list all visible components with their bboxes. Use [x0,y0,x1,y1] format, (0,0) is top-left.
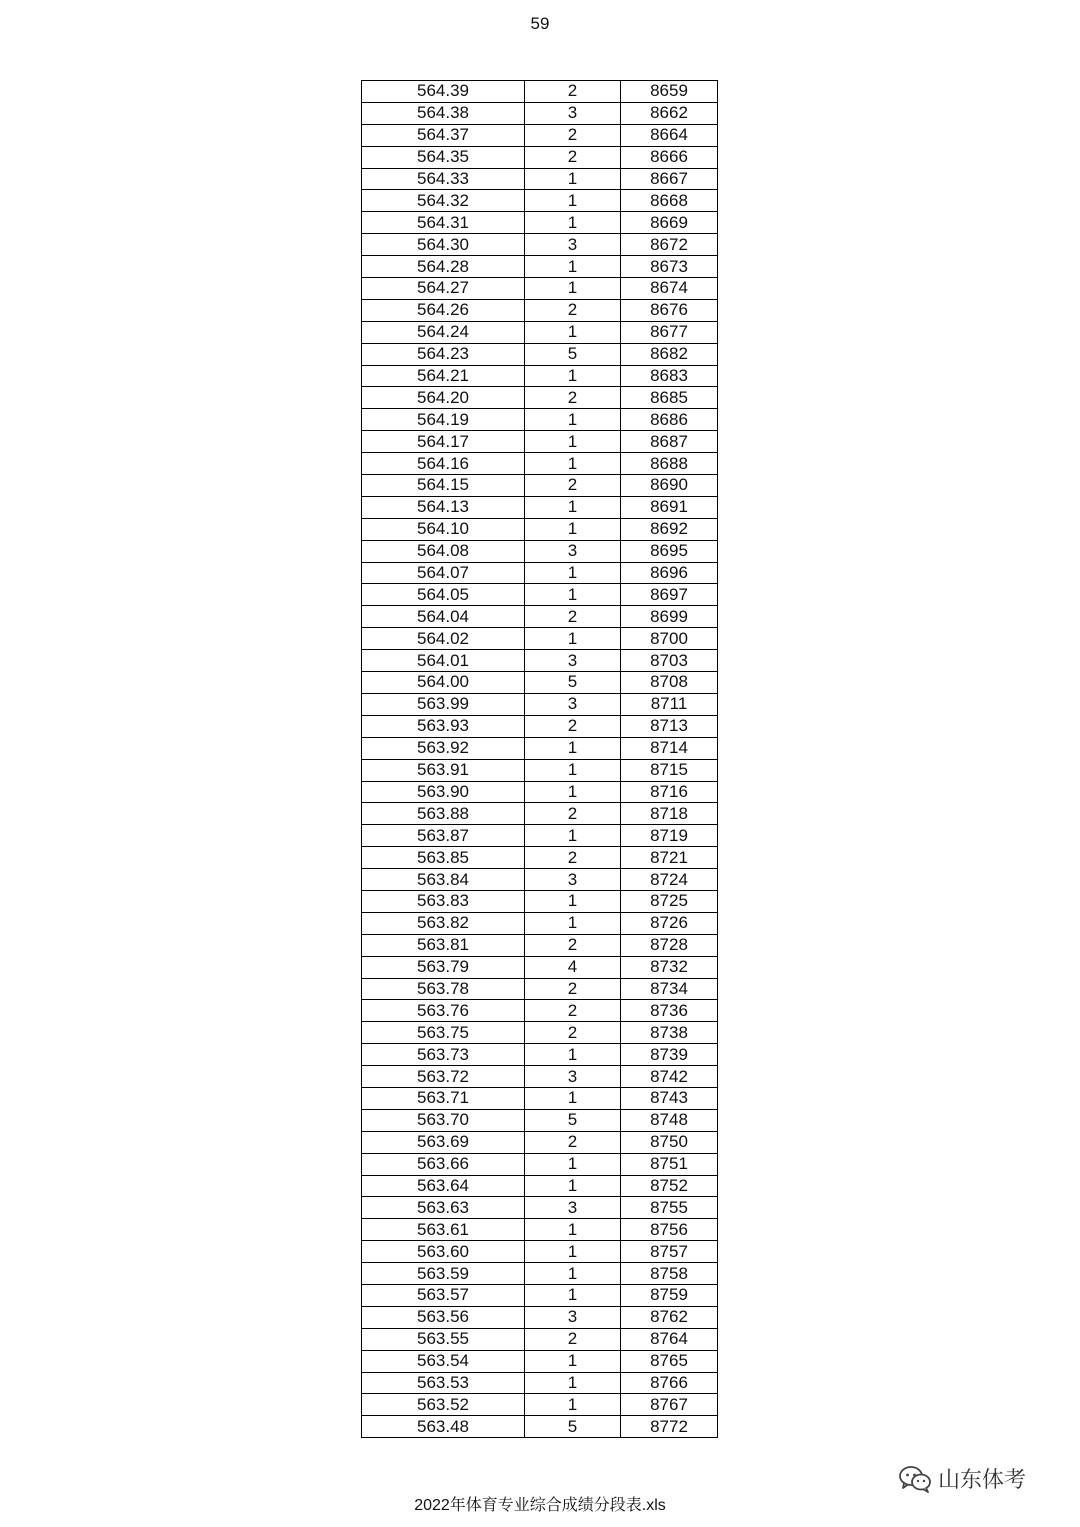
count-cell: 3 [525,1066,621,1088]
cumulative-cell: 8672 [621,234,718,256]
count-cell: 1 [525,1219,621,1241]
table-row [362,212,718,234]
table-row [362,81,718,103]
cumulative-cell: 8714 [621,737,718,759]
count-cell: 3 [525,1197,621,1219]
table-row [362,1372,718,1394]
score-cell: 563.78 [362,978,525,1000]
cumulative-cell: 8711 [621,693,718,715]
table-row [362,781,718,803]
watermark-text: 山东体考 [938,1468,1027,1493]
cumulative-cell: 8686 [621,409,718,431]
count-cell: 2 [525,1022,621,1044]
cumulative-cell: 8664 [621,124,718,146]
cumulative-cell: 8668 [621,190,718,212]
cumulative-cell: 8758 [621,1263,718,1285]
count-cell: 1 [525,890,621,912]
count-cell: 2 [525,934,621,956]
cumulative-cell: 8756 [621,1219,718,1241]
cumulative-cell: 8738 [621,1022,718,1044]
table-row [362,1306,718,1328]
cumulative-cell: 8683 [621,365,718,387]
score-cell: 563.79 [362,956,525,978]
score-cell: 564.21 [362,365,525,387]
table-row [362,672,718,694]
count-cell: 1 [525,1044,621,1066]
score-cell: 563.85 [362,847,525,869]
score-cell: 564.16 [362,453,525,475]
cumulative-cell: 8659 [621,81,718,103]
score-cell: 563.91 [362,759,525,781]
count-cell: 1 [525,825,621,847]
table-row [362,453,718,475]
count-cell: 1 [525,1394,621,1416]
cumulative-cell: 8734 [621,978,718,1000]
cumulative-cell: 8718 [621,803,718,825]
count-cell: 1 [525,1350,621,1372]
score-cell: 564.28 [362,256,525,278]
score-cell: 563.72 [362,1066,525,1088]
score-cell: 563.73 [362,1044,525,1066]
score-cell: 563.63 [362,1197,525,1219]
count-cell: 3 [525,650,621,672]
table-row [362,1044,718,1066]
cumulative-cell: 8700 [621,628,718,650]
score-cell: 563.87 [362,825,525,847]
score-cell: 563.93 [362,715,525,737]
cumulative-cell: 8762 [621,1306,718,1328]
cumulative-cell: 8742 [621,1066,718,1088]
count-cell: 2 [525,81,621,103]
count-cell: 1 [525,1263,621,1285]
cumulative-cell: 8697 [621,584,718,606]
footer-filename: 2022年体育专业综合成绩分段表.xls [414,1497,666,1514]
table-row [362,343,718,365]
score-cell: 564.05 [362,584,525,606]
cumulative-cell: 8719 [621,825,718,847]
table-row [362,409,718,431]
count-cell: 5 [525,1416,621,1438]
score-cell: 564.23 [362,343,525,365]
count-cell: 1 [525,518,621,540]
score-cell: 563.70 [362,1109,525,1131]
count-cell: 3 [525,693,621,715]
score-cell: 564.31 [362,212,525,234]
cumulative-cell: 8732 [621,956,718,978]
score-cell: 563.57 [362,1284,525,1306]
count-cell: 1 [525,1175,621,1197]
cumulative-cell: 8696 [621,562,718,584]
score-cell: 563.69 [362,1131,525,1153]
cumulative-cell: 8716 [621,781,718,803]
score-cell: 563.53 [362,1372,525,1394]
score-cell: 564.27 [362,278,525,300]
table-row [362,102,718,124]
count-cell: 1 [525,1153,621,1175]
table-row [362,278,718,300]
cumulative-cell: 8713 [621,715,718,737]
count-cell: 1 [525,431,621,453]
score-cell: 563.76 [362,1000,525,1022]
count-cell: 1 [525,496,621,518]
score-cell: 563.60 [362,1241,525,1263]
count-cell: 2 [525,475,621,497]
table-row [362,518,718,540]
table-row [362,1153,718,1175]
score-cell: 563.71 [362,1087,525,1109]
score-cell: 564.26 [362,299,525,321]
count-cell: 2 [525,299,621,321]
cumulative-cell: 8699 [621,606,718,628]
count-cell: 5 [525,343,621,365]
table-row [362,1109,718,1131]
table-row [362,496,718,518]
cumulative-cell: 8703 [621,650,718,672]
count-cell: 2 [525,606,621,628]
count-cell: 2 [525,124,621,146]
count-cell: 1 [525,737,621,759]
table-row [362,934,718,956]
table-row [362,715,718,737]
count-cell: 1 [525,453,621,475]
table-row [362,365,718,387]
table-row [362,869,718,891]
score-cell: 563.54 [362,1350,525,1372]
count-cell: 2 [525,1328,621,1350]
score-cell: 563.84 [362,869,525,891]
cumulative-cell: 8748 [621,1109,718,1131]
table-row [362,584,718,606]
table-row [362,890,718,912]
page-number: 59 [530,14,550,33]
cumulative-cell: 8662 [621,102,718,124]
table-row [362,431,718,453]
count-cell: 1 [525,1284,621,1306]
count-cell: 3 [525,869,621,891]
cumulative-cell: 8682 [621,343,718,365]
cumulative-cell: 8708 [621,672,718,694]
count-cell: 2 [525,715,621,737]
cumulative-cell: 8772 [621,1416,718,1438]
score-cell: 564.39 [362,81,525,103]
score-cell: 564.37 [362,124,525,146]
score-cell: 563.99 [362,693,525,715]
cumulative-cell: 8751 [621,1153,718,1175]
count-cell: 1 [525,584,621,606]
cumulative-cell: 8669 [621,212,718,234]
table-row [362,1350,718,1372]
score-cell: 564.33 [362,168,525,190]
score-cell: 563.59 [362,1263,525,1285]
score-cell: 564.08 [362,540,525,562]
count-cell: 1 [525,1087,621,1109]
score-cell: 563.90 [362,781,525,803]
count-cell: 1 [525,781,621,803]
cumulative-cell: 8757 [621,1241,718,1263]
score-table-body [362,81,718,1438]
cumulative-cell: 8755 [621,1197,718,1219]
count-cell: 2 [525,1131,621,1153]
score-cell: 564.30 [362,234,525,256]
table-row [362,912,718,934]
count-cell: 2 [525,146,621,168]
score-cell: 563.66 [362,1153,525,1175]
count-cell: 5 [525,1109,621,1131]
score-cell: 563.92 [362,737,525,759]
table-row [362,759,718,781]
count-cell: 1 [525,1372,621,1394]
table-row [362,825,718,847]
table-row [362,1241,718,1263]
table-row [362,321,718,343]
count-cell: 1 [525,190,621,212]
table-row [362,1066,718,1088]
score-cell: 564.19 [362,409,525,431]
wechat-icon [898,1465,932,1493]
cumulative-cell: 8685 [621,387,718,409]
cumulative-cell: 8725 [621,890,718,912]
cumulative-cell: 8676 [621,299,718,321]
table-row [362,737,718,759]
table-row [362,1263,718,1285]
table-row [362,628,718,650]
cumulative-cell: 8766 [621,1372,718,1394]
count-cell: 3 [525,234,621,256]
score-cell: 564.02 [362,628,525,650]
table-row [362,650,718,672]
count-cell: 1 [525,168,621,190]
cumulative-cell: 8724 [621,869,718,891]
score-cell: 564.38 [362,102,525,124]
cumulative-cell: 8687 [621,431,718,453]
score-cell: 563.55 [362,1328,525,1350]
cumulative-cell: 8764 [621,1328,718,1350]
table-row [362,1000,718,1022]
score-cell: 563.56 [362,1306,525,1328]
cumulative-cell: 8673 [621,256,718,278]
count-cell: 2 [525,387,621,409]
table-row [362,190,718,212]
cumulative-cell: 8692 [621,518,718,540]
count-cell: 3 [525,1306,621,1328]
table-row [362,803,718,825]
cumulative-cell: 8695 [621,540,718,562]
count-cell: 3 [525,102,621,124]
table-row [362,475,718,497]
table-row [362,606,718,628]
table-row [362,299,718,321]
table-row [362,562,718,584]
count-cell: 1 [525,256,621,278]
score-cell: 564.32 [362,190,525,212]
score-cell: 563.83 [362,890,525,912]
score-cell: 564.07 [362,562,525,584]
score-cell: 564.35 [362,146,525,168]
cumulative-cell: 8739 [621,1044,718,1066]
count-cell: 1 [525,278,621,300]
count-cell: 1 [525,562,621,584]
count-cell: 1 [525,409,621,431]
table-row [362,234,718,256]
cumulative-cell: 8667 [621,168,718,190]
cumulative-cell: 8759 [621,1284,718,1306]
score-cell: 564.04 [362,606,525,628]
table-row [362,1219,718,1241]
count-cell: 1 [525,212,621,234]
cumulative-cell: 8666 [621,146,718,168]
table-row [362,540,718,562]
score-cell: 563.82 [362,912,525,934]
count-cell: 2 [525,978,621,1000]
score-cell: 564.20 [362,387,525,409]
score-cell: 564.01 [362,650,525,672]
table-row [362,956,718,978]
cumulative-cell: 8728 [621,934,718,956]
score-cell: 564.10 [362,518,525,540]
score-cell: 563.75 [362,1022,525,1044]
cumulative-cell: 8765 [621,1350,718,1372]
cumulative-cell: 8752 [621,1175,718,1197]
score-table [361,80,718,1438]
count-cell: 4 [525,956,621,978]
cumulative-cell: 8726 [621,912,718,934]
count-cell: 1 [525,321,621,343]
table-row [362,1284,718,1306]
count-cell: 1 [525,628,621,650]
score-cell: 564.00 [362,672,525,694]
score-cell: 563.64 [362,1175,525,1197]
cumulative-cell: 8767 [621,1394,718,1416]
score-cell: 564.17 [362,431,525,453]
count-cell: 2 [525,803,621,825]
score-cell: 564.13 [362,496,525,518]
score-cell: 564.15 [362,475,525,497]
count-cell: 1 [525,365,621,387]
cumulative-cell: 8690 [621,475,718,497]
table-row [362,168,718,190]
cumulative-cell: 8677 [621,321,718,343]
table-row [362,1175,718,1197]
cumulative-cell: 8750 [621,1131,718,1153]
watermark [898,1463,1026,1494]
table-row [362,1197,718,1219]
cumulative-cell: 8674 [621,278,718,300]
table-row [362,1394,718,1416]
table-row [362,1022,718,1044]
table-row [362,1131,718,1153]
table-row [362,387,718,409]
count-cell: 5 [525,672,621,694]
score-cell: 563.52 [362,1394,525,1416]
count-cell: 1 [525,759,621,781]
score-cell: 564.24 [362,321,525,343]
table-row [362,256,718,278]
cumulative-cell: 8688 [621,453,718,475]
count-cell: 1 [525,1241,621,1263]
table-row [362,1328,718,1350]
table-row [362,1087,718,1109]
score-cell: 563.88 [362,803,525,825]
table-row [362,847,718,869]
count-cell: 2 [525,847,621,869]
cumulative-cell: 8736 [621,1000,718,1022]
cumulative-cell: 8715 [621,759,718,781]
count-cell: 1 [525,912,621,934]
table-row [362,978,718,1000]
table-row [362,693,718,715]
cumulative-cell: 8721 [621,847,718,869]
score-cell: 563.81 [362,934,525,956]
table-row [362,146,718,168]
cumulative-cell: 8743 [621,1087,718,1109]
score-cell: 563.61 [362,1219,525,1241]
cumulative-cell: 8691 [621,496,718,518]
count-cell: 2 [525,1000,621,1022]
score-cell: 563.48 [362,1416,525,1438]
table-row [362,124,718,146]
table-row [362,1416,718,1438]
count-cell: 3 [525,540,621,562]
